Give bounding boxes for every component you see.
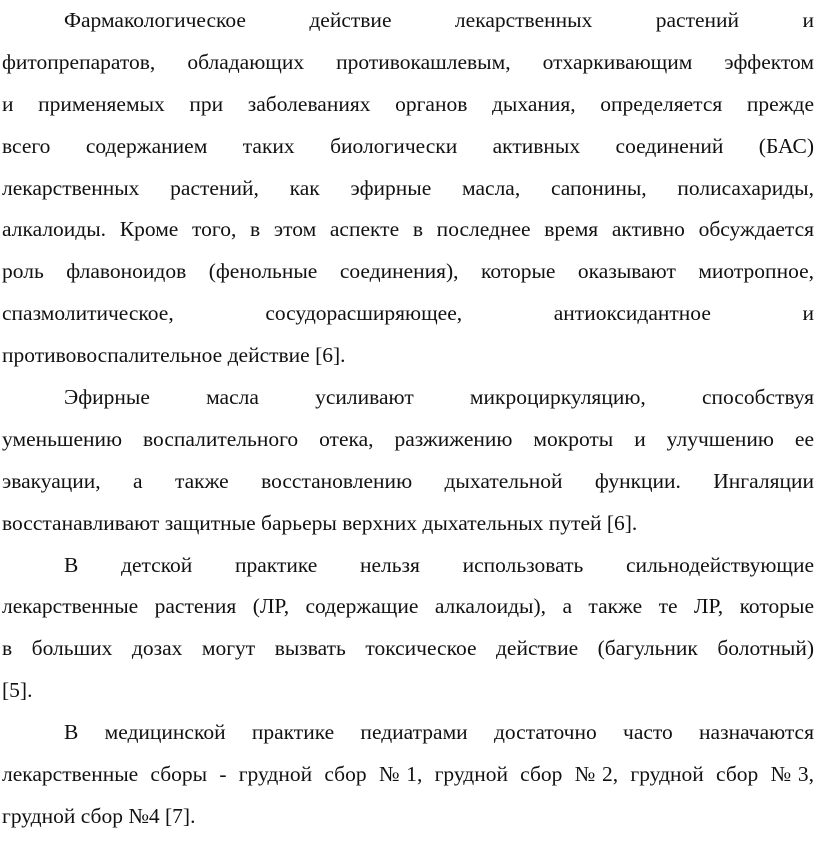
paragraph-3: [2, 545, 814, 713]
text-line: и применяемых при заболеваниях органов дыхания, определяется прежде: [2, 91, 814, 116]
paragraph-2: [2, 377, 814, 545]
text-line: В детской практике нельзя использовать сильнодействующие: [64, 552, 814, 577]
text-line: Эфирные масла усиливают микроциркуляцию, способствуя: [64, 385, 814, 410]
text-line: лекарственных растений, как эфирные масла, сапонины, полисахариды,: [2, 175, 814, 200]
paragraph-1: [2, 0, 814, 377]
text-line: восстанавливают защитные барьеры верхних дыхательных путей [6].: [2, 510, 638, 535]
text-line: [5].: [2, 678, 33, 703]
text-line: грудной сбор №4 [7].: [2, 803, 196, 828]
paragraph-4: [2, 712, 814, 838]
text-line: лекарственные сборы - грудной сбор №1, грудной сбор №2, грудной сбор №3,: [2, 762, 814, 787]
text-line: противовоспалительное действие [6].: [2, 343, 346, 368]
text-line: спазмолитическое, сосудорасширяющее, антиоксидантное и: [2, 301, 814, 326]
text-line: фитопрепаратов, обладающих противокашлевым, отхаркивающим эффектом: [2, 49, 814, 74]
text-line: уменьшению воспалительного отека, разжижению мокроты и улучшению ее: [2, 426, 814, 451]
text-line: в больших дозах могут вызвать токсическое действие (багульник болотный): [2, 636, 814, 661]
text-line: всего содержанием таких биологически активных соединений (БАС): [2, 133, 814, 158]
text-line: лекарственные растения (ЛР, содержащие алкалоиды), а также те ЛР, которые: [2, 594, 814, 619]
text-line: Фармакологическое действие лекарственных растений и: [64, 8, 814, 32]
text-line: В медицинской практике педиатрами достаточно часто назначаются: [64, 720, 814, 745]
document-page: [2, 0, 814, 838]
text-line: эвакуации, а также восстановлению дыхательной функции. Ингаляции: [2, 468, 814, 493]
text-line: роль флавоноидов (фенольные соединения), которые оказывают миотропное,: [2, 259, 814, 284]
text-line: алкалоиды. Кроме того, в этом аспекте в последнее время активно обсуждается: [2, 217, 814, 242]
